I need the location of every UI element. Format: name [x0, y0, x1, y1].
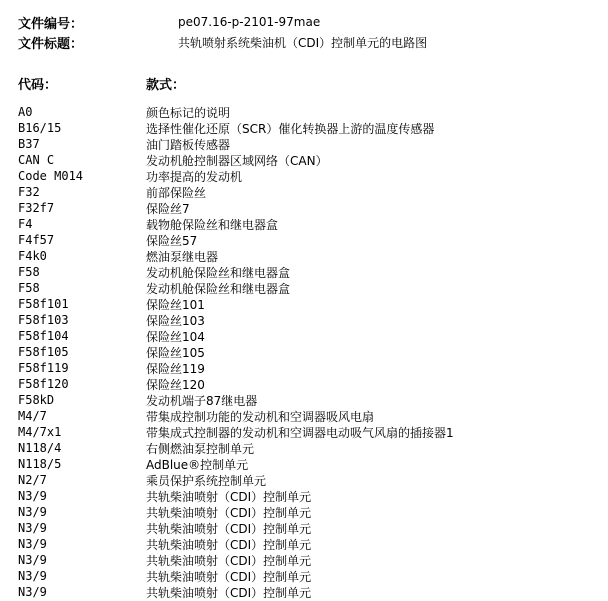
item-description: 保险丝7 [146, 201, 190, 216]
list-item [18, 280, 598, 296]
item-description: 发动机舱保险丝和继电器盒 [146, 281, 291, 296]
list-item [18, 184, 598, 200]
item-description: 保险丝105 [146, 345, 205, 360]
item-description: 右侧燃油泵控制单元 [146, 441, 255, 456]
item-code: N118/4 [18, 441, 62, 455]
list-item [18, 296, 598, 312]
list-item [18, 216, 598, 232]
item-description: 油门踏板传感器 [146, 137, 231, 152]
doc-title-value: 共轨喷射系统柴油机（CDI）控制单元的电路图 [178, 35, 428, 50]
item-description: 共轨柴油喷射（CDI）控制单元 [146, 569, 312, 584]
item-description: 带集成控制功能的发动机和空调器吸风电扇 [146, 409, 375, 424]
list-item [18, 536, 598, 552]
list-item [18, 264, 598, 280]
item-code: B37 [18, 137, 40, 151]
list-item [18, 360, 598, 376]
list-item [18, 504, 598, 520]
item-code: F4f57 [18, 233, 55, 247]
description-column-header: 款式： [146, 77, 186, 93]
item-code: N3/9 [18, 489, 47, 503]
list-item [18, 376, 598, 392]
list-item [18, 568, 598, 584]
item-description: 保险丝104 [146, 329, 205, 344]
list-item [18, 344, 598, 360]
item-description: 保险丝119 [146, 361, 205, 376]
item-description: 发动机舱控制器区域网络（CAN） [146, 153, 328, 168]
doc-number-value: pe07.16-p-2101-97mae [178, 15, 321, 29]
list-item [18, 328, 598, 344]
list-item [18, 248, 598, 264]
code-list [18, 104, 598, 600]
doc-title-row [18, 34, 427, 50]
list-item [18, 232, 598, 248]
item-description: 选择性催化还原（SCR）催化转换器上游的温度传感器 [146, 121, 435, 136]
list-item [18, 456, 598, 472]
item-code: N2/7 [18, 473, 47, 487]
item-description: 共轨柴油喷射（CDI）控制单元 [146, 585, 312, 600]
item-code: N3/9 [18, 505, 47, 519]
list-item [18, 104, 598, 120]
item-description: 发动机舱保险丝和继电器盒 [146, 265, 291, 280]
item-code: F32 [18, 185, 40, 199]
item-description: 颜色标记的说明 [146, 105, 231, 120]
list-item [18, 168, 598, 184]
item-code: A0 [18, 105, 33, 119]
item-code: F4 [18, 217, 33, 231]
item-code: F58f103 [18, 313, 69, 327]
list-item [18, 120, 598, 136]
item-description: 保险丝101 [146, 297, 205, 312]
list-item [18, 136, 598, 152]
item-code: F58f101 [18, 297, 69, 311]
item-code: F4k0 [18, 249, 47, 263]
item-description: 燃油泵继电器 [146, 249, 219, 264]
item-code: F58f105 [18, 345, 69, 359]
item-code: M4/7 [18, 409, 47, 423]
item-code: F58f119 [18, 361, 69, 375]
list-item [18, 392, 598, 408]
list-item [18, 584, 598, 600]
item-description: 保险丝120 [146, 377, 205, 392]
list-item [18, 520, 598, 536]
item-code: F32f7 [18, 201, 55, 215]
list-item [18, 408, 598, 424]
list-item [18, 440, 598, 456]
list-item [18, 472, 598, 488]
item-description: 共轨柴油喷射（CDI）控制单元 [146, 489, 312, 504]
item-code: N3/9 [18, 521, 47, 535]
item-code: N3/9 [18, 553, 47, 567]
item-code: F58 [18, 265, 40, 279]
item-description: 乘员保护系统控制单元 [146, 473, 267, 488]
item-code: CAN C [18, 153, 55, 167]
item-code: N3/9 [18, 569, 47, 583]
item-description: 保险丝103 [146, 313, 205, 328]
item-code: F58f120 [18, 377, 69, 391]
item-code: F58f104 [18, 329, 69, 343]
item-description: 功率提高的发动机 [146, 169, 243, 184]
item-code: F58kD [18, 393, 55, 407]
item-code: N3/9 [18, 537, 47, 551]
item-description: 带集成式控制器的发动机和空调器电动吸气风扇的插接器1 [146, 425, 454, 440]
list-item [18, 552, 598, 568]
list-item [18, 200, 598, 216]
list-item [18, 152, 598, 168]
item-code: N118/5 [18, 457, 62, 471]
item-description: 共轨柴油喷射（CDI）控制单元 [146, 521, 312, 536]
doc-number-label: 文件编号： [18, 16, 84, 32]
item-code: M4/7x1 [18, 425, 62, 439]
item-description: 共轨柴油喷射（CDI）控制单元 [146, 553, 312, 568]
item-description: 前部保险丝 [146, 185, 207, 200]
item-description: 共轨柴油喷射（CDI）控制单元 [146, 505, 312, 520]
item-code: B16/15 [18, 121, 62, 135]
doc-number-row [18, 14, 320, 30]
code-column-header: 代码： [18, 77, 58, 93]
item-description: AdBlue®控制单元 [146, 457, 249, 472]
list-item [18, 312, 598, 328]
item-description: 保险丝57 [146, 233, 198, 248]
item-code: F58 [18, 281, 40, 295]
list-item [18, 424, 598, 440]
item-description: 共轨柴油喷射（CDI）控制单元 [146, 537, 312, 552]
list-item [18, 488, 598, 504]
item-code: N3/9 [18, 585, 47, 599]
item-description: 载物舱保险丝和继电器盒 [146, 217, 279, 232]
item-description: 发动机端子87继电器 [146, 393, 258, 408]
item-code: Code M014 [18, 169, 84, 183]
doc-title-label: 文件标题： [18, 36, 84, 52]
